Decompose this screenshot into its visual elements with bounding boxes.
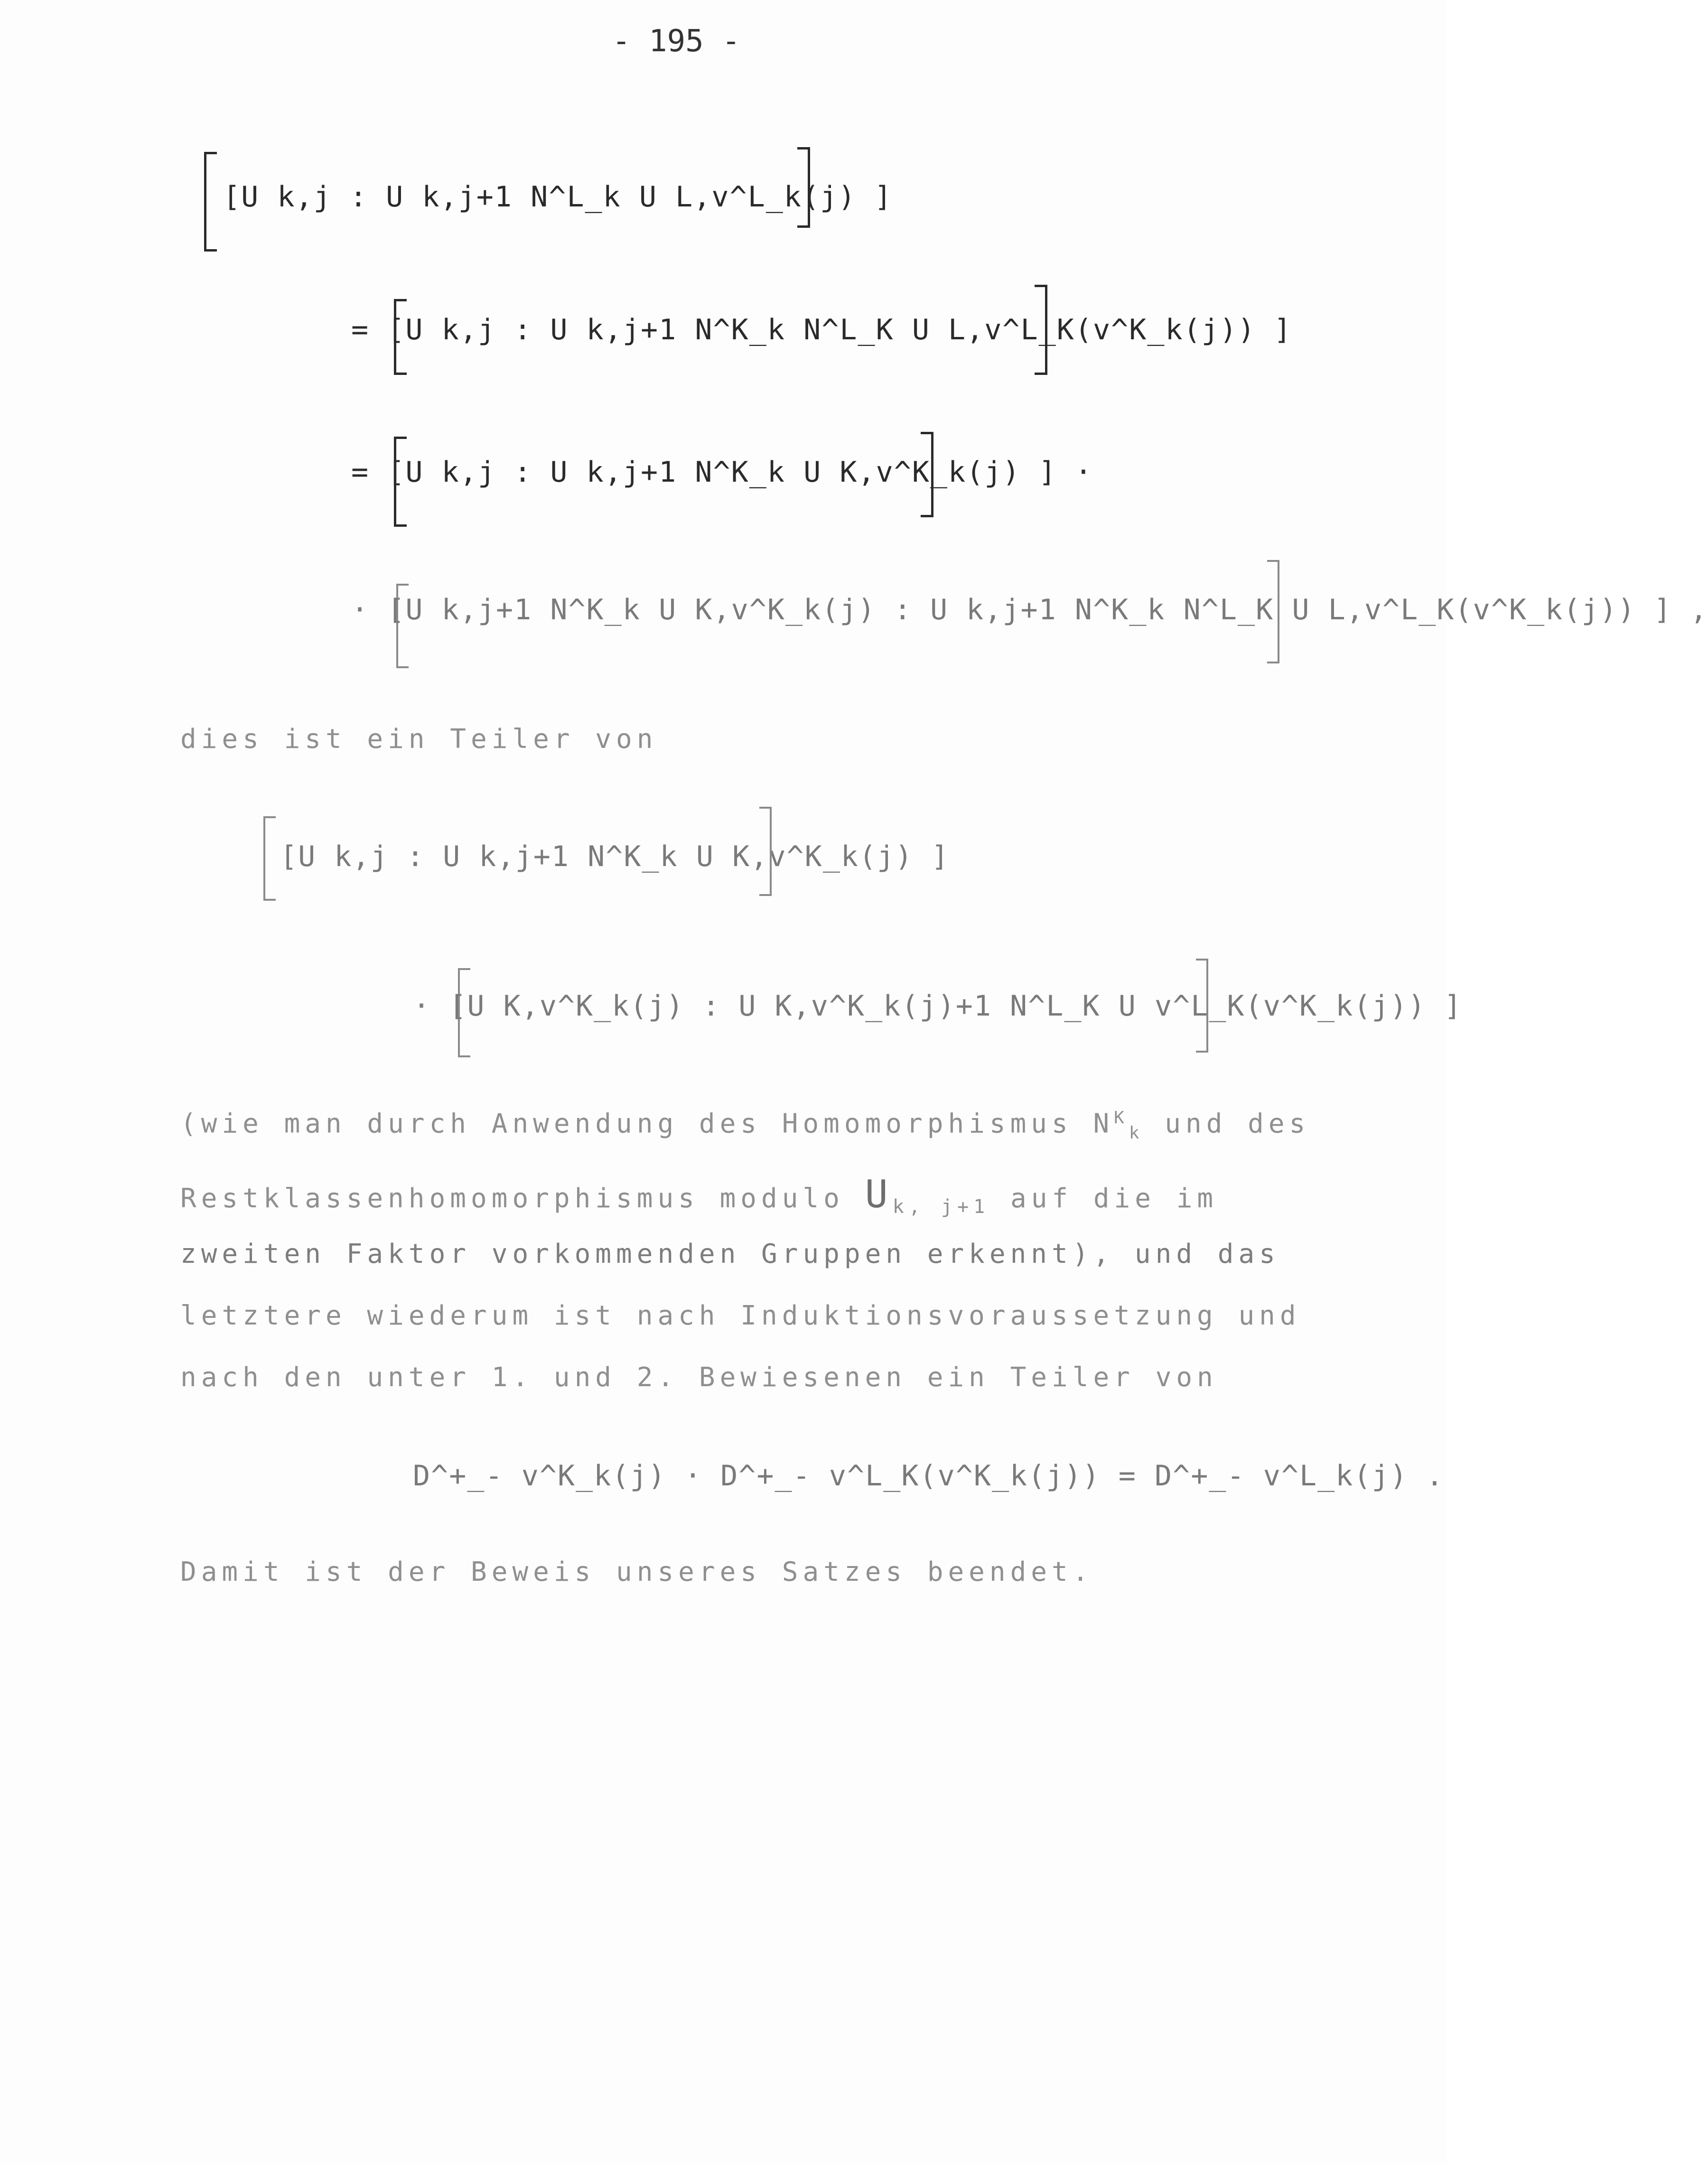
formula-line-4: · [U k,j+1 N^K_k U K,v^K_k(j) : U k,j+1 N^K_k N^L_K U L,v^L_K(v^K_k(j)) ] , (351, 593, 1708, 626)
page-number: - 195 - (612, 24, 740, 59)
bracket-right (921, 432, 933, 517)
paragraph-explanation-line-1: (wie man durch Anwendung des Homomorphismus $N^K_k$ und des (180, 1108, 1310, 1143)
paragraph-explanation-line-2: Restklassenhomomorphismus modulo $U_{k, j+1}$ auf die im (180, 1172, 1218, 1218)
bracket-right (1267, 560, 1279, 663)
formula-line-7: D^+_- v^K_k(j) · D^+_- v^L_K(v^K_k(j)) = D^+_- v^L_k(j) . (413, 1459, 1445, 1492)
formula-line-5: [U k,j : U k,j+1 N^K_k U K,v^K_k(j) ] (280, 840, 950, 873)
formula-line-3: = [U k,j : U k,j+1 N^K_k U K,v^K_k(j) ] · (351, 456, 1093, 489)
bracket-right (759, 807, 772, 896)
bracket-right (1196, 959, 1208, 1053)
bracket-right (1035, 285, 1047, 375)
bracket-right (797, 147, 810, 228)
paragraph-explanation-line-5: nach den unter 1. und 2. Bewiesenen ein Teiler von (180, 1362, 1218, 1393)
paragraph-intro: dies ist ein Teiler von (180, 724, 658, 755)
paragraph-conclusion: Damit ist der Beweis unseres Satzes beendet. (180, 1557, 1093, 1587)
paragraph-explanation-line-4: letztere wiederum ist nach Induktionsvoraussetzung und (180, 1300, 1301, 1331)
paragraph-explanation-line-3: zweiten Faktor vorkommenden Gruppen erkennt), und das (180, 1239, 1280, 1269)
formula-line-1: [U k,j : U k,j+1 N^L_k U L,v^L_k(j) ] (223, 180, 893, 214)
bracket-left (204, 152, 217, 252)
formula-line-6: · [U K,v^K_k(j) : U K,v^K_k(j)+1 N^L_K U v^L_K(v^K_k(j)) ] (413, 989, 1463, 1023)
bracket-left (263, 816, 276, 901)
formula-line-2: = [U k,j : U k,j+1 N^K_k N^L_K U L,v^L_K(v^K_k(j)) ] (351, 313, 1292, 346)
